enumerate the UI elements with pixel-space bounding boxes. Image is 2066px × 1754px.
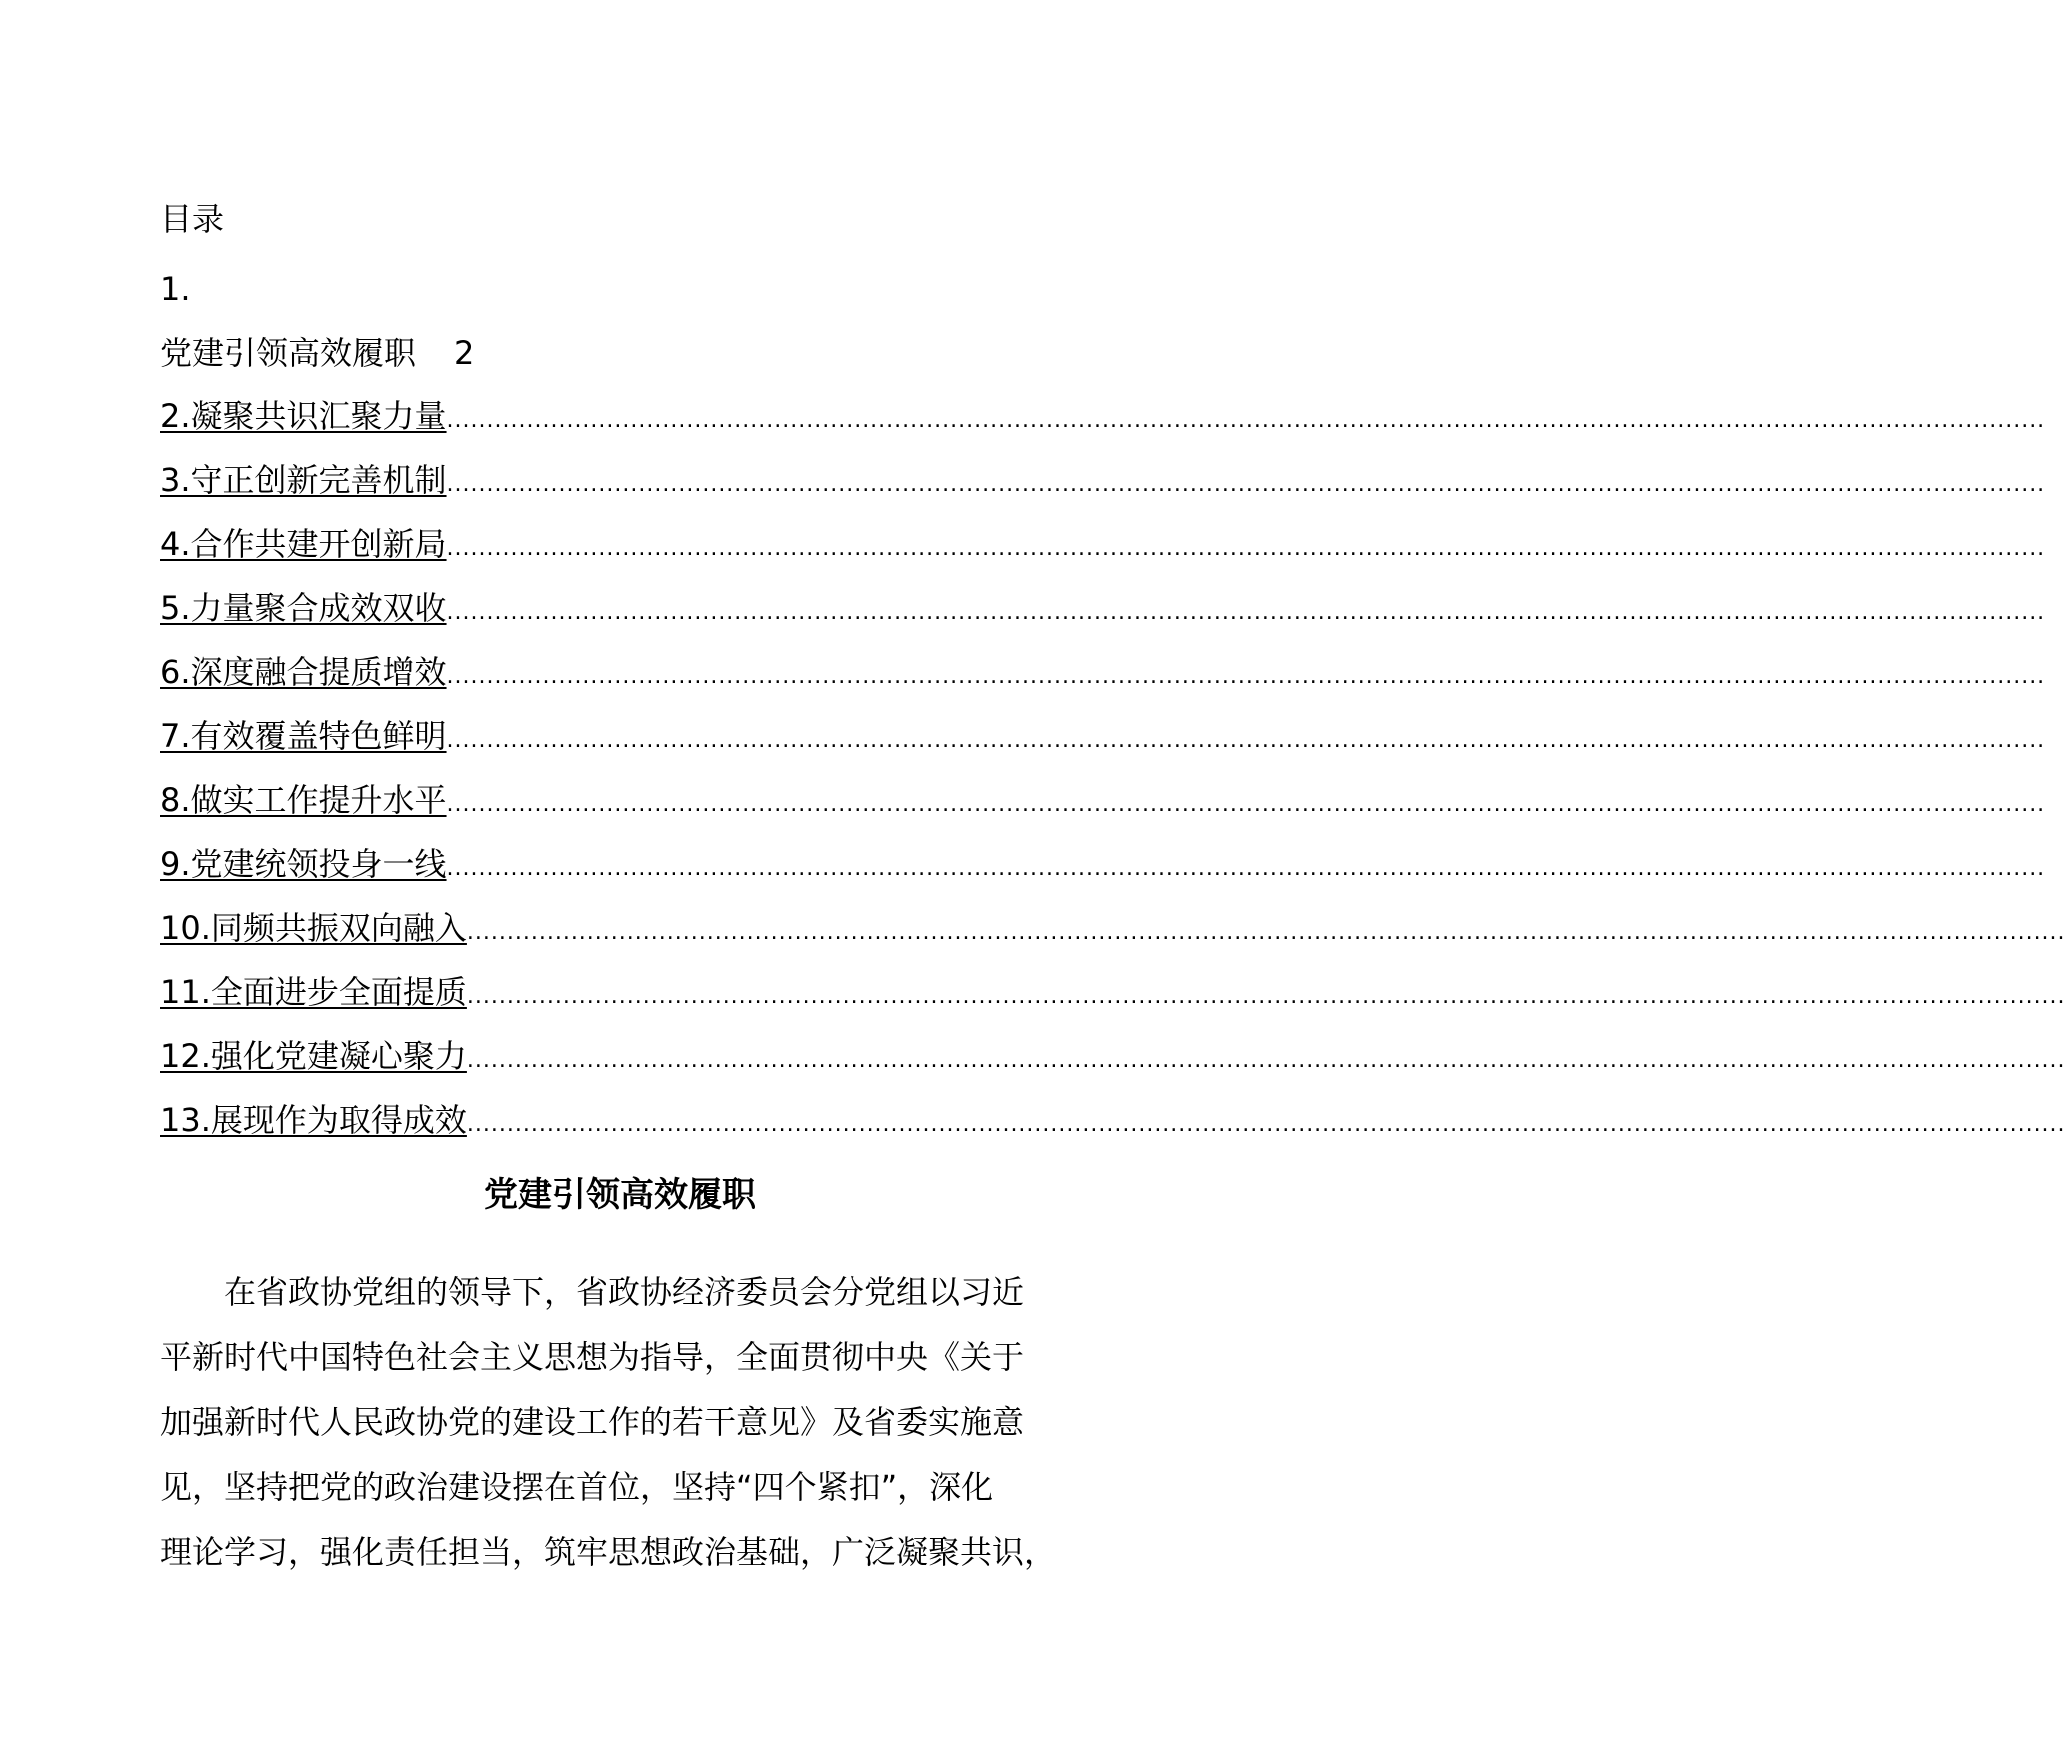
toc-dot-leader: ........................................................................................................................................................................................................ [466,920,2066,945]
paragraph-line: 加强新时代人民政协党的建设工作的若干意见》及省委实施意 [160,1403,1025,1441]
toc-link[interactable]: 8.做实工作提升水平 [160,781,447,819]
toc-dot-leader: ........................................................................................................................................................................................................ [466,1048,2066,1073]
toc-entry-9[interactable] [160,841,2046,905]
toc-link[interactable]: 2.凝聚共识汇聚力量 [160,397,447,435]
toc-entry-7[interactable] [160,713,2046,777]
toc-entry-12[interactable] [160,1033,2066,1097]
paragraph-line: 理论学习，强化责任担当，筑牢思想政治基础，广泛凝聚共识， [160,1533,1057,1571]
paragraph-line: 平新时代中国特色社会主义思想为指导，全面贯彻中央《关于 [160,1338,1025,1376]
toc-entry-3[interactable] [160,457,2046,521]
toc-link[interactable]: 12.强化党建凝心聚力 [160,1037,467,1075]
toc-list [160,393,2066,1161]
toc-dot-leader: ........................................................................................................................................................................................................ [446,600,2046,625]
toc-dot-leader: ........................................................................................................................................................................................................ [446,472,2046,497]
paragraph-line: 见，坚持把党的政治建设摆在首位，坚持“四个紧扣”，深化 [160,1468,994,1506]
toc-dot-leader: ........................................................................................................................................................................................................ [466,984,2066,1009]
toc-entry-13[interactable] [160,1097,2066,1161]
toc-entry-2[interactable] [160,393,2046,457]
toc-entry-10[interactable] [160,905,2066,969]
toc-link[interactable]: 7.有效覆盖特色鲜明 [160,717,447,755]
toc-entry-8[interactable] [160,777,2046,841]
toc-page-number: 2 [454,334,475,372]
toc-entry-5[interactable] [160,585,2046,649]
toc-entry-4[interactable] [160,521,2046,585]
toc-link[interactable]: 13.展现作为取得成效 [160,1101,467,1139]
toc-heading: 目录 [160,200,225,238]
toc-link[interactable]: 4.合作共建开创新局 [160,525,447,563]
toc-entry-11[interactable] [160,969,2066,1033]
toc-dot-leader: ........................................................................................................................................................................................................ [446,536,2046,561]
toc-first-number: 1. [160,270,191,308]
toc-dot-leader: ........................................................................................................................................................................................................ [446,856,2046,881]
toc-entry-title: 党建引领高效履职 [160,334,417,372]
toc-link[interactable]: 10.同频共振双向融入 [160,909,467,947]
paragraph-line: 在省政协党组的领导下，省政协经济委员会分党组以习近 [224,1273,1025,1311]
toc-dot-leader: ........................................................................................................................................................................................................ [446,728,2046,753]
toc-dot-leader: ........................................................................................................................................................................................................ [446,792,2046,817]
toc-entry-6[interactable] [160,649,2046,713]
toc-dot-leader: ........................................................................................................................................................................................................ [466,1112,2066,1137]
toc-link[interactable]: 11.全面进步全面提质 [160,973,467,1011]
toc-dot-leader: ........................................................................................................................................................................................................ [446,408,2046,433]
toc-link[interactable]: 9.党建统领投身一线 [160,845,447,883]
toc-entry-1[interactable] [160,330,474,376]
toc-dot-leader: ........................................................................................................................................................................................................ [446,664,2046,689]
toc-link[interactable]: 6.深度融合提质增效 [160,653,447,691]
section-title: 党建引领高效履职 [484,1175,756,1215]
toc-link[interactable]: 5.力量聚合成效双收 [160,589,447,627]
body-paragraph [160,1260,1120,1585]
toc-link[interactable]: 3.守正创新完善机制 [160,461,447,499]
